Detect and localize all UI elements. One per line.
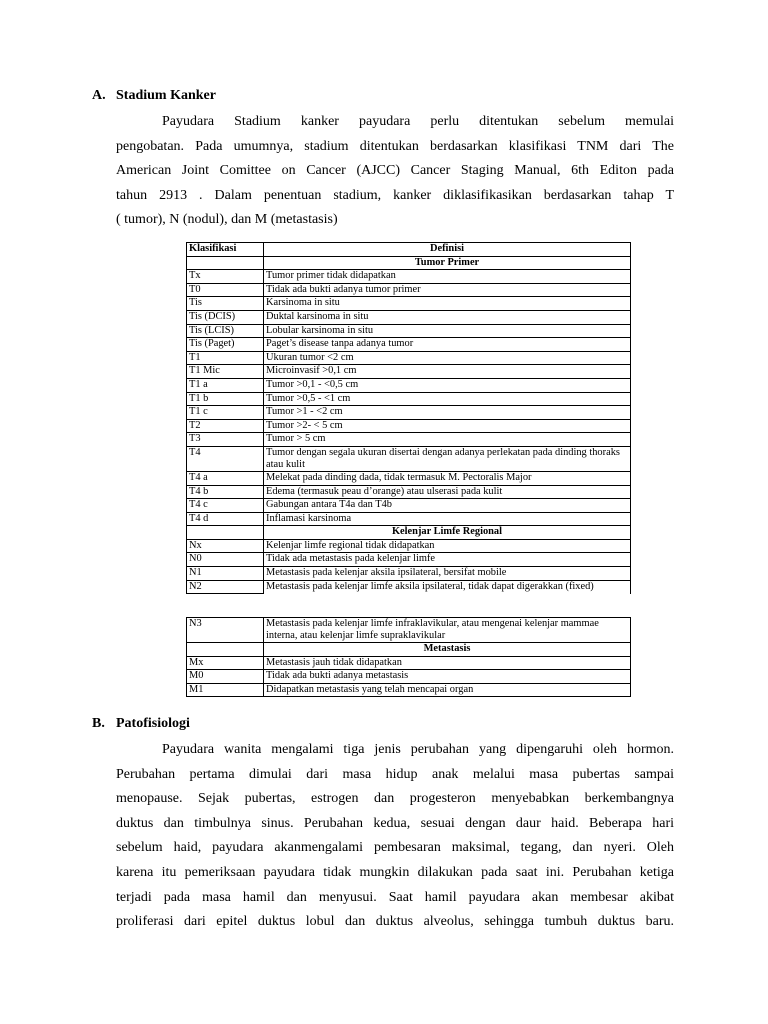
- table-row: [187, 618, 631, 643]
- empty-cell: [187, 256, 264, 270]
- klasifikasi-cell: T0: [187, 283, 264, 297]
- definisi-cell: Paget’s disease tanpa adanya tumor: [264, 338, 631, 352]
- klasifikasi-cell: T4 b: [187, 485, 264, 499]
- table-row: [187, 567, 631, 581]
- definisi-cell: Tumor primer tidak didapatkan: [264, 270, 631, 284]
- table-header-row: [187, 243, 631, 257]
- table-row: [187, 580, 631, 594]
- paragraph-line: ( tumor), N (nodul), dan M (metastasis): [116, 212, 338, 228]
- empty-cell: [187, 526, 264, 540]
- paragraph-line: Payudara Stadium kanker payudara perlu ditentukan sebelum memulai: [162, 114, 674, 129]
- table-row: [187, 485, 631, 499]
- table-row: [187, 338, 631, 352]
- klasifikasi-cell: Tx: [187, 270, 264, 284]
- definisi-cell: Tumor > 5 cm: [264, 433, 631, 447]
- definisi-cell: Gabungan antara T4a dan T4b: [264, 499, 631, 513]
- definisi-cell: Tumor >2- < 5 cm: [264, 419, 631, 433]
- klasifikasi-cell: T1 Mic: [187, 365, 264, 379]
- klasifikasi-cell: Tis (Paget): [187, 338, 264, 352]
- table-row: [187, 297, 631, 311]
- table-row: [187, 683, 631, 697]
- klasifikasi-cell: Mx: [187, 656, 264, 670]
- section-a-paragraph: [116, 110, 674, 233]
- table-row: [187, 433, 631, 447]
- definisi-cell: Lobular karsinoma in situ: [264, 324, 631, 338]
- definisi-cell: Inflamasi karsinoma: [264, 512, 631, 526]
- klasifikasi-cell: T1 a: [187, 378, 264, 392]
- table-row: [187, 378, 631, 392]
- definisi-cell: Edema (termasuk peau d’orange) atau ulserasi pada kulit: [264, 485, 631, 499]
- section-a-title: Stadium Kanker: [116, 88, 216, 103]
- section-metastasis: Metastasis: [264, 643, 631, 657]
- klasifikasi-cell: N1: [187, 567, 264, 581]
- section-row-metastasis: [187, 643, 631, 657]
- paragraph-line: Payudara wanita mengalami tiga jenis perubahan yang dipengaruhi oleh hormon.: [162, 742, 674, 757]
- klasifikasi-cell: N0: [187, 553, 264, 567]
- table-row: [187, 406, 631, 420]
- paragraph-line: American Joint Comittee on Cancer (AJCC) Cancer Staging Manual, 6th Editon pada: [116, 163, 674, 179]
- section-tumor-primer: Tumor Primer: [264, 256, 631, 270]
- klasifikasi-cell: T3: [187, 433, 264, 447]
- klasifikasi-cell: T1 c: [187, 406, 264, 420]
- table-row: [187, 392, 631, 406]
- table-row: [187, 324, 631, 338]
- table-row: [187, 283, 631, 297]
- definisi-cell: Tumor dengan segala ukuran disertai dengan adanya perlekatan pada dinding thoraks atau kulit: [264, 446, 631, 471]
- header-definisi: Definisi: [264, 243, 631, 257]
- paragraph-line: Perubahan pertama dimulai dari masa hidup anak melalui masa pubertas sampai: [116, 766, 674, 782]
- klasifikasi-cell: N3: [187, 618, 264, 643]
- section-a-letter: A.: [92, 88, 106, 103]
- klasifikasi-cell: Nx: [187, 539, 264, 553]
- klasifikasi-cell: Tis: [187, 297, 264, 311]
- paragraph-line: terjadi pada masa hamil dan menyusui. Saat hamil payudara akan membesar akibat: [116, 889, 674, 905]
- klasifikasi-cell: Tis (DCIS): [187, 310, 264, 324]
- definisi-cell: Metastasis jauh tidak didapatkan: [264, 656, 631, 670]
- table-row: [187, 471, 631, 485]
- table-row: [187, 351, 631, 365]
- definisi-cell: Tumor >0,5 - <1 cm: [264, 392, 631, 406]
- definisi-cell: Microinvasif >0,1 cm: [264, 365, 631, 379]
- paragraph-line: tahun 2913 . Dalam penentuan stadium, kanker diklasifikasikan berdasarkan tahap T: [116, 187, 674, 203]
- definisi-cell: Karsinoma in situ: [264, 297, 631, 311]
- klasifikasi-cell: M0: [187, 670, 264, 684]
- paragraph-line: menopause. Sejak pubertas, estrogen dan progesteron menyebabkan berkembangnya: [116, 791, 674, 807]
- table-row: [187, 512, 631, 526]
- definisi-cell: Tidak ada bukti adanya tumor primer: [264, 283, 631, 297]
- table-row: [187, 539, 631, 553]
- empty-cell: [187, 643, 264, 657]
- paragraph-line: pengobatan. Pada umumnya, stadium ditentukan berdasarkan klasifikasi TNM dari The: [116, 138, 674, 154]
- section-b-paragraph: [116, 738, 674, 935]
- klasifikasi-cell: T4 a: [187, 471, 264, 485]
- header-klasifikasi: Klasifikasi: [187, 243, 264, 257]
- table-row: [187, 419, 631, 433]
- klasifikasi-cell: T2: [187, 419, 264, 433]
- section-b-title: Patofisiologi: [116, 716, 190, 731]
- klasifikasi-cell: T4 c: [187, 499, 264, 513]
- section-row-kelenjar: [187, 526, 631, 540]
- definisi-cell: Kelenjar limfe regional tidak didapatkan: [264, 539, 631, 553]
- paragraph-line: proliferasi dari epitel duktus lobul dan duktus alveolus, sehingga tumbuh duktus baru.: [116, 914, 674, 930]
- section-b-letter: B.: [92, 716, 105, 731]
- table-row: [187, 365, 631, 379]
- table-row: [187, 656, 631, 670]
- paragraph-line: sebelum haid, payudara akanmengalami pembesaran maksimal, tegang, dan nyeri. Oleh: [116, 840, 674, 856]
- klasifikasi-cell: T4 d: [187, 512, 264, 526]
- tnm-classification-table-continued: [186, 617, 631, 697]
- definisi-cell: Didapatkan metastasis yang telah mencapai organ: [264, 683, 631, 697]
- table-row: [187, 310, 631, 324]
- definisi-cell: Metastasis pada kelenjar aksila ipsilateral, bersifat mobile: [264, 567, 631, 581]
- klasifikasi-cell: T1 b: [187, 392, 264, 406]
- paragraph-line: karena itu pemeriksaan payudara tidak mungkin dilakukan pada saat ini. Perubahan ketiga: [116, 864, 674, 880]
- tnm-classification-table: [186, 242, 631, 594]
- klasifikasi-cell: T1: [187, 351, 264, 365]
- klasifikasi-cell: Tis (LCIS): [187, 324, 264, 338]
- klasifikasi-cell: M1: [187, 683, 264, 697]
- paragraph-line: duktus dan timbulnya sinus. Perubahan kedua, sesuai dengan daur haid. Beberapa hari: [116, 815, 674, 831]
- table-row: [187, 499, 631, 513]
- definisi-cell: Tumor >0,1 - <0,5 cm: [264, 378, 631, 392]
- klasifikasi-cell: N2: [187, 580, 264, 594]
- definisi-cell: Metastasis pada kelenjar limfe aksila ipsilateral, tidak dapat digerakkan (fixed): [264, 580, 631, 594]
- table-row: [187, 553, 631, 567]
- table-row: [187, 446, 631, 471]
- table-row: [187, 270, 631, 284]
- section-row-tumor: [187, 256, 631, 270]
- definisi-cell: Tidak ada metastasis pada kelenjar limfe: [264, 553, 631, 567]
- klasifikasi-cell: T4: [187, 446, 264, 471]
- definisi-cell: Tumor >1 - <2 cm: [264, 406, 631, 420]
- section-kelenjar-limfe: Kelenjar Limfe Regional: [264, 526, 631, 540]
- definisi-cell: Metastasis pada kelenjar limfe infraklavikular, atau mengenai kelenjar mammae interna, atau kelenjar limfe supraklavikular: [264, 618, 631, 643]
- definisi-cell: Melekat pada dinding dada, tidak termasuk M. Pectoralis Major: [264, 471, 631, 485]
- definisi-cell: Duktal karsinoma in situ: [264, 310, 631, 324]
- table-row: [187, 670, 631, 684]
- definisi-cell: Tidak ada bukti adanya metastasis: [264, 670, 631, 684]
- definisi-cell: Ukuran tumor <2 cm: [264, 351, 631, 365]
